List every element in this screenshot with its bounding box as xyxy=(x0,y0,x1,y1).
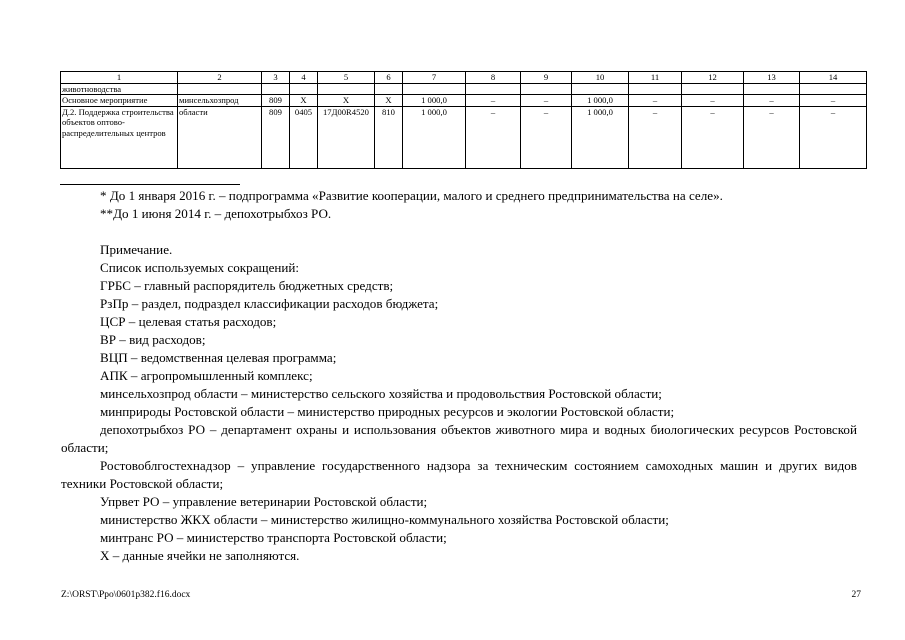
abbrev-item: ВЦП – ведомственная целевая программа; xyxy=(100,350,337,365)
abbrev-item: Х – данные ячейки не заполняются. xyxy=(100,548,300,563)
table-cell xyxy=(403,83,466,95)
table-cell: 17Д00R4520 xyxy=(318,106,375,168)
table-cell: Х xyxy=(375,95,403,107)
table-cell xyxy=(466,83,521,95)
table-cell: 1 000,0 xyxy=(572,95,629,107)
header-cell: 13 xyxy=(744,72,800,84)
table-cell xyxy=(375,83,403,95)
abbrev-item: Упрвет РО – управление ветеринарии Ростовской области; xyxy=(100,494,428,509)
table-cell xyxy=(178,83,262,95)
abbrev-item: министерство ЖКХ области – министерство жилищно-коммунального хозяйства Ростовской области; xyxy=(100,512,669,527)
abbrev-item: ГРБС – главный распорядитель бюджетных средств; xyxy=(100,278,394,293)
header-cell: 1 xyxy=(61,72,178,84)
abbrev-item: ЦСР – целевая статья расходов; xyxy=(100,314,277,329)
table-cell: Х xyxy=(290,95,318,107)
abbrev-item: минсельхозпрод области – министерство сельского хозяйства и продовольствия Ростовской области; xyxy=(100,386,662,401)
abbrev-item: депохотрыбхоз РО – департамент охраны и использования объектов животного мира и водных биологических ресурсов Ростовской области; xyxy=(61,422,857,455)
table-cell: – xyxy=(521,95,572,107)
abbrev-item: РзПр – раздел, подраздел классификации расходов бюджета; xyxy=(100,296,439,311)
table-cell: 809 xyxy=(262,95,290,107)
table-cell: – xyxy=(629,95,682,107)
header-cell: 4 xyxy=(290,72,318,84)
table-cell: – xyxy=(682,106,744,168)
table-cell: 1 000,0 xyxy=(572,106,629,168)
table-cell: 1 000,0 xyxy=(403,95,466,107)
table-cell: – xyxy=(800,106,867,168)
abbrev-item: минтранс РО – министерство транспорта Ростовской области; xyxy=(100,530,447,545)
table-row xyxy=(61,95,867,107)
table-cell xyxy=(744,83,800,95)
footnote-1: * До 1 января 2016 г. – подпрограмма «Развитие кооперации, малого и среднего предпринимательства на селе». xyxy=(100,188,723,203)
footer-file-path: Z:\ORST\Ppo\0601p382.f16.docx xyxy=(61,590,191,600)
table-cell xyxy=(521,83,572,95)
header-cell: 7 xyxy=(403,72,466,84)
abbrev-item: Ростовоблгостехнадзор – управление государственного надзора за техническим состоянием самоходных машин и других видов техники Ростовской области; xyxy=(61,458,857,491)
abbrev-title: Список используемых сокращений: xyxy=(100,260,300,275)
table-cell: 1 000,0 xyxy=(403,106,466,168)
page-number: 27 xyxy=(851,590,861,600)
header-cell: 14 xyxy=(800,72,867,84)
table-cell xyxy=(318,83,375,95)
table-cell xyxy=(682,83,744,95)
table-cell: – xyxy=(682,95,744,107)
note-title: Примечание. xyxy=(100,242,173,257)
header-cell: 9 xyxy=(521,72,572,84)
table-cell: – xyxy=(466,106,521,168)
table-cell: 810 xyxy=(375,106,403,168)
abbrev-item: минприроды Ростовской области – министерство природных ресурсов и экологии Ростовской области; xyxy=(100,404,675,419)
table-header-row xyxy=(61,72,867,84)
table-cell: 809 xyxy=(262,106,290,168)
header-cell: 6 xyxy=(375,72,403,84)
header-cell: 2 xyxy=(178,72,262,84)
table-cell: – xyxy=(800,95,867,107)
header-cell: 5 xyxy=(318,72,375,84)
table-cell: – xyxy=(629,106,682,168)
table-cell: Х xyxy=(318,95,375,107)
table-row xyxy=(61,83,867,95)
header-cell: 12 xyxy=(682,72,744,84)
footnote-2: **До 1 июня 2014 г. – депохотрыбхоз РО. xyxy=(100,206,332,221)
table-cell xyxy=(290,83,318,95)
abbrev-item: ВР – вид расходов; xyxy=(100,332,206,347)
table-cell: – xyxy=(466,95,521,107)
footnote-separator xyxy=(60,184,240,185)
table-cell: Основное мероприятие xyxy=(61,95,178,107)
table-cell: – xyxy=(744,95,800,107)
table-cell xyxy=(262,83,290,95)
table-cell: 0405 xyxy=(290,106,318,168)
table-cell xyxy=(629,83,682,95)
budget-table xyxy=(60,71,867,169)
table-cell: – xyxy=(521,106,572,168)
table-cell: минсельхозпрод xyxy=(178,95,262,107)
header-cell: 8 xyxy=(466,72,521,84)
table-cell: – xyxy=(744,106,800,168)
header-cell: 10 xyxy=(572,72,629,84)
header-cell: 3 xyxy=(262,72,290,84)
header-cell: 11 xyxy=(629,72,682,84)
notes-section xyxy=(61,187,857,565)
table-cell xyxy=(572,83,629,95)
table-cell: Д.2. Поддержка строительства объектов оптово-распределительных центров xyxy=(61,106,178,168)
table-row xyxy=(61,106,867,168)
table-cell: животноводства xyxy=(61,83,178,95)
abbrev-item: АПК – агропромышленный комплекс; xyxy=(100,368,313,383)
table-cell xyxy=(800,83,867,95)
table-cell: области xyxy=(178,106,262,168)
